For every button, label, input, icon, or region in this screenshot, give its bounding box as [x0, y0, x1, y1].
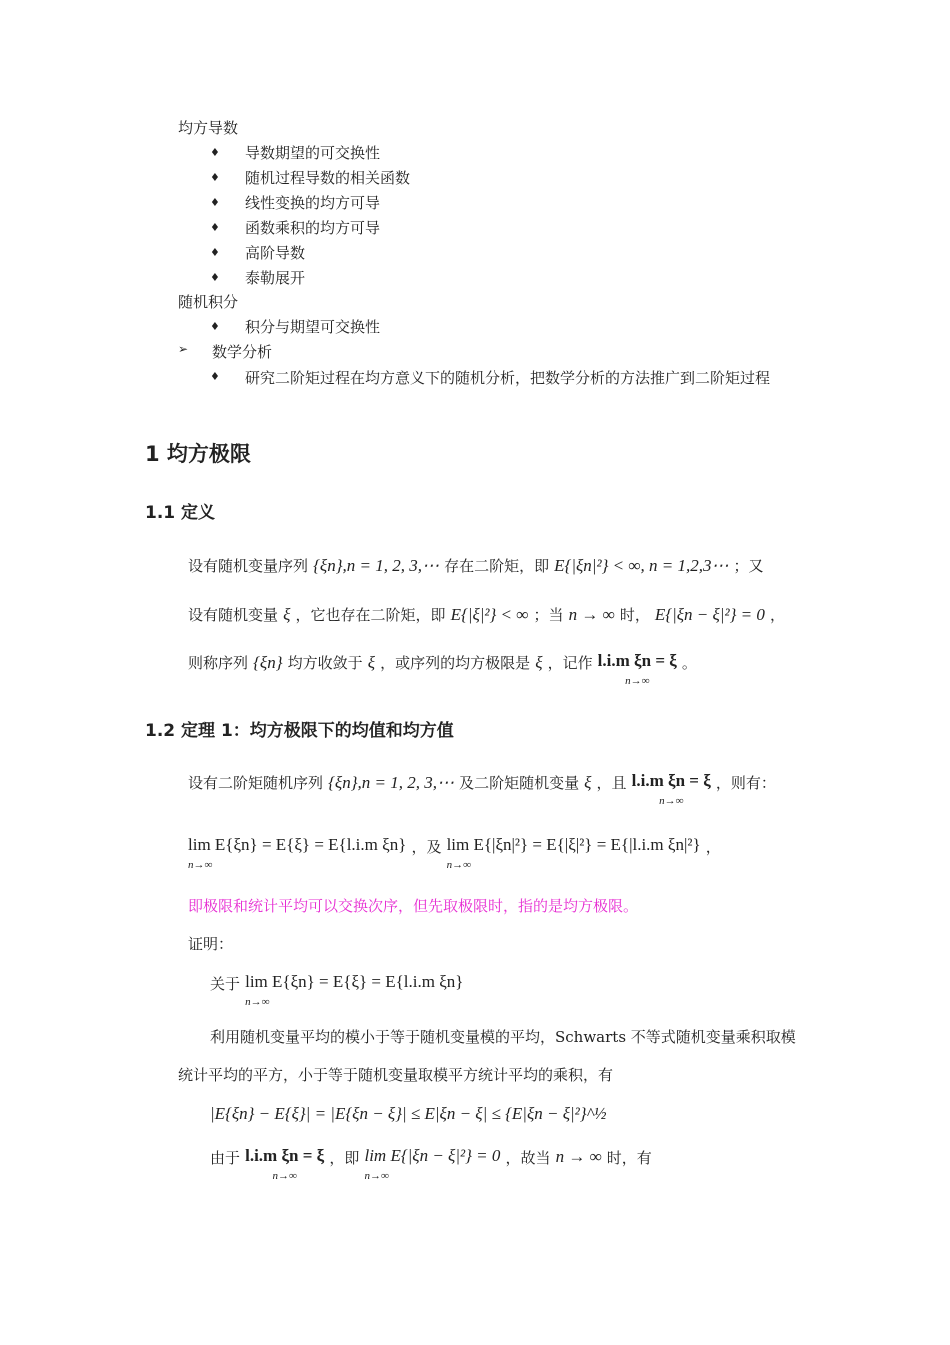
proof-paragraph: 利用随机变量平均的模小于等于随机变量模的平均，Schwarts 不等式随机变量乘积取模统计平均的平方，小于等于随机变量取模平方统计平均的乘积，有	[178, 1028, 796, 1084]
bullet-icon: ♦	[210, 271, 220, 284]
text: 设有二阶矩随机序列	[188, 774, 324, 792]
proof-last-line	[210, 1147, 652, 1185]
bullet-icon: ♦	[210, 320, 220, 333]
text: 存在二阶矩，即	[444, 557, 550, 575]
text: ，且	[596, 774, 627, 792]
limit-subscript: n→∞	[364, 1170, 389, 1182]
limit-subscript: n→∞	[272, 1170, 297, 1182]
bullet-icon: ♦	[210, 370, 220, 383]
math-expression: lim E{|ξn|²} = E{|ξ|²} = E{|l.i.m ξn|²}	[446, 835, 701, 854]
definition-line-3	[188, 652, 697, 690]
text: 均方收敛于	[287, 654, 363, 672]
math-expression: l.i.m ξn = ξ	[597, 651, 677, 670]
subsection-heading: 1.1 定义	[145, 503, 216, 523]
math-expression: {ξn},n = 1, 2, 3,⋯	[328, 773, 454, 792]
text: ，或序列的均方极限是	[380, 654, 531, 672]
outline-subitem: 函数乘积的均方可导	[245, 219, 381, 237]
arrow-bullet-icon: ➢	[178, 342, 189, 356]
outline-subitem: 随机过程导数的相关函数	[245, 169, 411, 187]
outline-item-math-analysis: 数学分析	[212, 343, 273, 361]
bullet-icon: ♦	[210, 196, 220, 209]
math-expression: E{|ξn|²} < ∞, n = 1,2,3⋯	[554, 556, 729, 575]
text: ，则有：	[715, 774, 776, 792]
formula-mean-square	[447, 836, 701, 874]
math-expression: ξ	[584, 773, 592, 792]
outline-subitem: 泰勒展开	[245, 269, 306, 287]
text: 时，有	[606, 1149, 652, 1167]
bullet-icon: ♦	[210, 246, 220, 259]
text: ，及	[411, 838, 442, 856]
bullet-icon: ♦	[210, 221, 220, 234]
math-expression: E{|ξ|²} < ∞	[450, 605, 529, 624]
text: ，故当	[505, 1149, 551, 1167]
inequality-expression: |E{ξn} − E{ξ}| = |E{ξn − ξ}| ≤ E|ξn − ξ| ≤ {E|ξn − ξ|²}^½	[210, 1104, 607, 1123]
limit-expression	[598, 652, 677, 690]
math-expression: n → ∞	[568, 605, 615, 624]
outline-item-mean-square-derivative: 均方导数	[178, 119, 239, 137]
outline-subitem: 高阶导数	[245, 244, 306, 262]
text: 设有随机变量	[188, 606, 279, 624]
outline-subitem-description: 研究二阶矩过程在均方意义下的随机分析，把数学分析的方法推广到二阶矩过程	[245, 369, 771, 387]
limit-subscript: n→∞	[625, 675, 650, 687]
text: ，	[769, 606, 785, 624]
text: 时，	[619, 606, 650, 624]
text: ，即	[329, 1149, 360, 1167]
limit-subscript: n→∞	[659, 795, 684, 807]
math-expression: ξ	[367, 653, 375, 672]
definition-line-1	[188, 555, 764, 576]
math-expression: lim E{ξn} = E{ξ} = E{l.i.m ξn}	[245, 972, 464, 991]
text: 设有随机变量序列	[188, 557, 309, 575]
limit-subscript: n→∞	[446, 859, 471, 871]
proof-label: 证明：	[188, 935, 234, 953]
text: ，它也存在二阶矩，即	[295, 606, 446, 624]
math-expression: E{|ξn − ξ|²} = 0	[654, 605, 765, 624]
text: 及二阶矩随机变量	[459, 774, 580, 792]
text: 则称序列	[188, 654, 249, 672]
math-expression: {ξn}	[253, 653, 283, 672]
math-expression: ξ	[283, 605, 291, 624]
outline-subitem: 积分与期望可交换性	[245, 318, 381, 336]
outline-subitem: 线性变换的均方可导	[245, 194, 381, 212]
subsection-heading: 1.2 定理 1：均方极限下的均值和均方值	[145, 721, 454, 741]
math-expression: lim E{|ξn − ξ|²} = 0	[364, 1146, 501, 1165]
math-expression: {ξn},n = 1, 2, 3,⋯	[313, 556, 439, 575]
formula-mean	[245, 973, 463, 1011]
limit-expression	[364, 1147, 500, 1185]
highlighted-note: 即极限和统计平均可以交换次序，但先取极限时，指的是均方极限。	[188, 897, 639, 915]
section-heading: 1 均方极限	[145, 442, 251, 466]
math-expression: ξ	[535, 653, 543, 672]
text: 关于	[210, 975, 241, 993]
text: 。	[681, 654, 697, 672]
bullet-icon: ♦	[210, 146, 220, 159]
theorem-formula-line	[188, 836, 721, 874]
math-expression: lim E{ξn} = E{ξ} = E{l.i.m ξn}	[188, 835, 407, 854]
text: ，记作	[547, 654, 593, 672]
proof-line-1	[210, 973, 463, 1011]
text: 由于	[210, 1149, 241, 1167]
text: ；当	[533, 606, 564, 624]
text: ；又	[733, 557, 764, 575]
outline-subitem: 导数期望的可交换性	[245, 144, 381, 162]
limit-expression	[632, 772, 711, 810]
text: ，	[705, 838, 721, 856]
formula-mean	[188, 836, 406, 874]
definition-line-2	[188, 604, 785, 625]
math-expression: l.i.m ξn = ξ	[631, 771, 711, 790]
bullet-icon: ♦	[210, 171, 220, 184]
outline-item-random-integral: 随机积分	[178, 293, 239, 311]
limit-subscript: n→∞	[188, 859, 213, 871]
limit-expression	[245, 1147, 324, 1185]
math-expression: n → ∞	[555, 1147, 602, 1166]
limit-subscript: n→∞	[245, 996, 270, 1008]
theorem-line-1	[188, 772, 776, 810]
math-expression: l.i.m ξn = ξ	[245, 1146, 325, 1165]
